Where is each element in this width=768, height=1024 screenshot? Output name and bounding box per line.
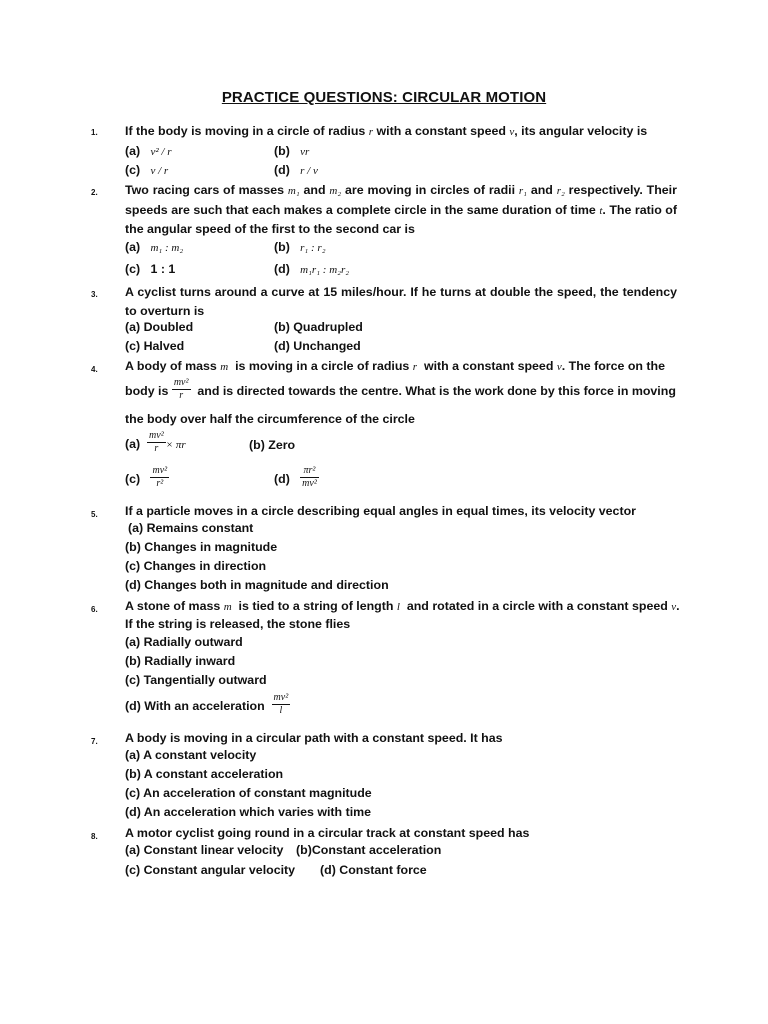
- option-c: (c) $\frac{\text{mv²}}{\text{r²}}$: [125, 465, 168, 489]
- option-a: (a) m₁ : m₂: [125, 240, 184, 254]
- question-number: 6.: [91, 605, 98, 614]
- option-a: (a) Doubled: [125, 320, 194, 334]
- option-d: (d) m₁r₁ : m₂r₂: [274, 262, 350, 276]
- question-number: 8.: [91, 832, 98, 841]
- option-b: (b) A constant acceleration: [125, 767, 284, 781]
- question-stem-line-1: A body of mass m is moving in a circle of radius r with a constant speed v. The force on the: [125, 359, 665, 373]
- question-number: 7.: [91, 737, 98, 746]
- question-stem: If the body is moving in a circle of radius r with a constant speed v, its angular velocity is: [125, 124, 648, 138]
- option-b: (b) Changes in magnitude: [125, 540, 278, 554]
- option-d: (d) r / v: [274, 163, 318, 177]
- option-c: (c) Constant angular velocity: [125, 863, 296, 877]
- option-a: (a) Remains constant: [128, 521, 254, 535]
- option-c: (c) Changes in direction: [125, 559, 267, 573]
- option-d: (d) Changes both in magnitude and direction: [125, 578, 389, 592]
- option-b: (b) Quadrupled: [274, 320, 363, 334]
- option-c: (c) An acceleration of constant magnitude: [125, 786, 372, 800]
- option-b: (b) r₁ : r₂: [274, 240, 326, 254]
- option-a: (a) A constant velocity: [125, 748, 257, 762]
- question-stem: A motor cyclist going round in a circular track at constant speed has: [125, 826, 530, 840]
- option-d: (d) With an acceleration $\frac{\text{mv²}}{l}$: [125, 692, 289, 716]
- question-stem: A cyclist turns around a curve at 15 miles/hour. If he turns at double the speed, the tendency to overturn is: [125, 285, 677, 318]
- question-stem-line-2: If the string is released, the stone flies: [125, 617, 351, 631]
- question-stem: A body is moving in a circular path with a constant speed. It has: [125, 731, 503, 745]
- option-a: (a) Radially outward: [125, 635, 243, 649]
- option-a: (a) v² / r: [125, 144, 172, 158]
- question-stem-line-3: the body over half the circumference of the circle: [125, 412, 415, 426]
- option-d: (d) Unchanged: [274, 339, 361, 353]
- option-c: (c) 1 : 1: [125, 262, 176, 276]
- question-stem-line-1: A stone of mass m is tied to a string of length l and rotated in a circle with a constant speed v.: [125, 599, 680, 613]
- option-a: (a) $\frac{\text{mv²}}{r}$ × πr: [125, 430, 186, 454]
- option-b: (b) vr: [274, 144, 310, 158]
- question-number: 1.: [91, 128, 98, 137]
- option-d: (d) An acceleration which varies with time: [125, 805, 372, 819]
- option-b: (b) Zero: [249, 438, 296, 452]
- page-title: PRACTICE QUESTIONS: CIRCULAR MOTION: [221, 89, 547, 106]
- force-fraction: $\frac{\text{mv²}}{r}$: [173, 377, 189, 401]
- question-stem: Two racing cars of masses m₁ and m₂ are moving in circles of radii r₁ and r₂ respectively. Their speeds are such that each makes a complete circle in the same duration of time t. The ratio of the angular speed of the first to the second car is: [125, 183, 677, 236]
- option-d: (d) Constant force: [320, 863, 427, 877]
- option-c: (c) Tangentially outward: [125, 673, 267, 687]
- question-stem: If a particle moves in a circle describing equal angles in equal times, its velocity vector: [125, 504, 636, 518]
- question-number: 4.: [91, 365, 98, 374]
- option-b: (b) Radially inward: [125, 654, 236, 668]
- question-number: 3.: [91, 290, 98, 299]
- option-c: (c) Halved: [125, 339, 185, 353]
- option-d: (d) $\frac{\text{πr²}}{\text{mv²}}$: [274, 465, 317, 489]
- question-stem-line-2: body is $\frac{\text{mv²}}{r}$ and is directed towards the centre. What is the work done by this force in moving: [125, 377, 676, 401]
- option-b: (b)Constant acceleration: [296, 843, 442, 857]
- option-a: (a) Constant linear velocity: [125, 843, 284, 857]
- option-c: (c) v / r: [125, 163, 169, 177]
- question-number: 5.: [91, 510, 98, 519]
- question-number: 2.: [91, 188, 98, 197]
